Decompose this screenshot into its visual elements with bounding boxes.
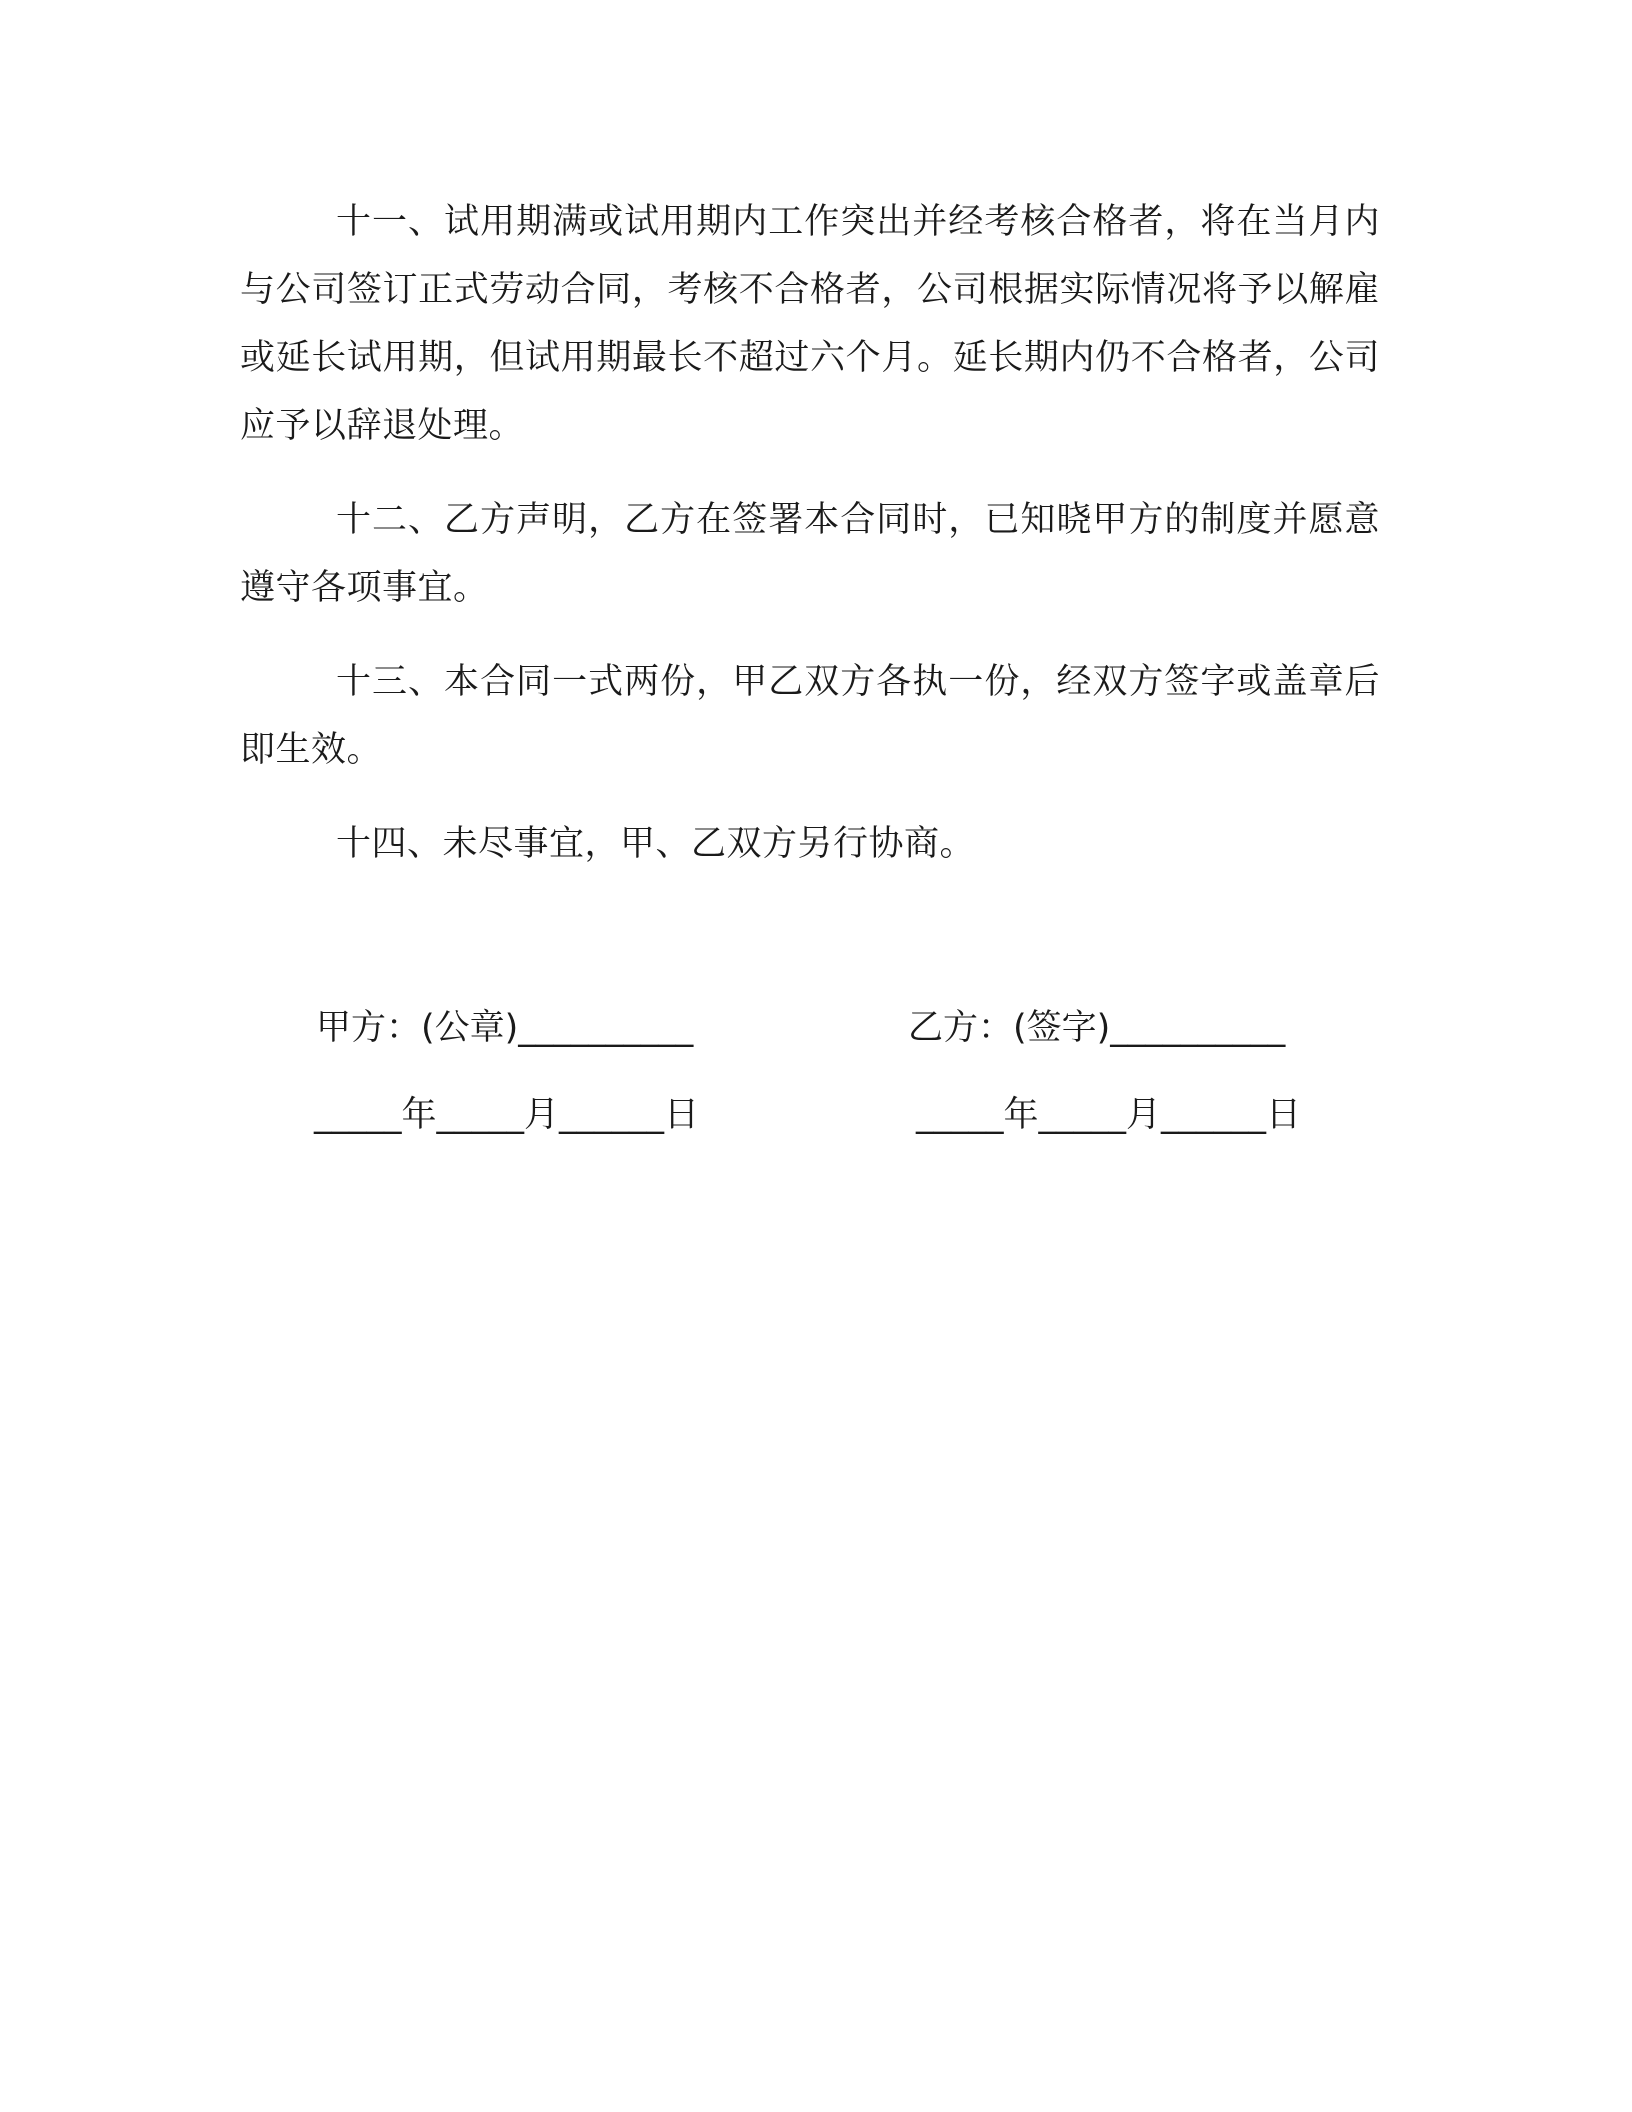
party-b-signature-line: 乙方：(签字)__________ (908, 1008, 1286, 1048)
clause-14: 十四、未尽事宜，甲、乙双方另行协商。 (336, 824, 976, 864)
clause-12: 十二、乙方声明，乙方在签署本合同时，已知晓甲方的制度并愿意遵守各项事宜。 (240, 500, 1380, 608)
clause-13: 十三、本合同一式两份，甲乙双方各执一份，经双方签字或盖章后即生效。 (240, 662, 1380, 770)
clause-11: 十一、试用期满或试用期内工作突出并经考核合格者，将在当月内与公司签订正式劳动合同，考核不合格者，公司根据实际情况将予以解雇或延长试用期，但试用期最长不超过六个月。延长期内仍不合格者，公司应予以辞退处理。 (240, 202, 1380, 446)
party-a-seal-line: 甲方：(公章)__________ (316, 1008, 694, 1048)
party-a-date-line: _____年_____月______日 (314, 1095, 700, 1135)
contract-clauses (240, 188, 1380, 904)
party-b-date-line: _____年_____月______日 (916, 1095, 1302, 1135)
